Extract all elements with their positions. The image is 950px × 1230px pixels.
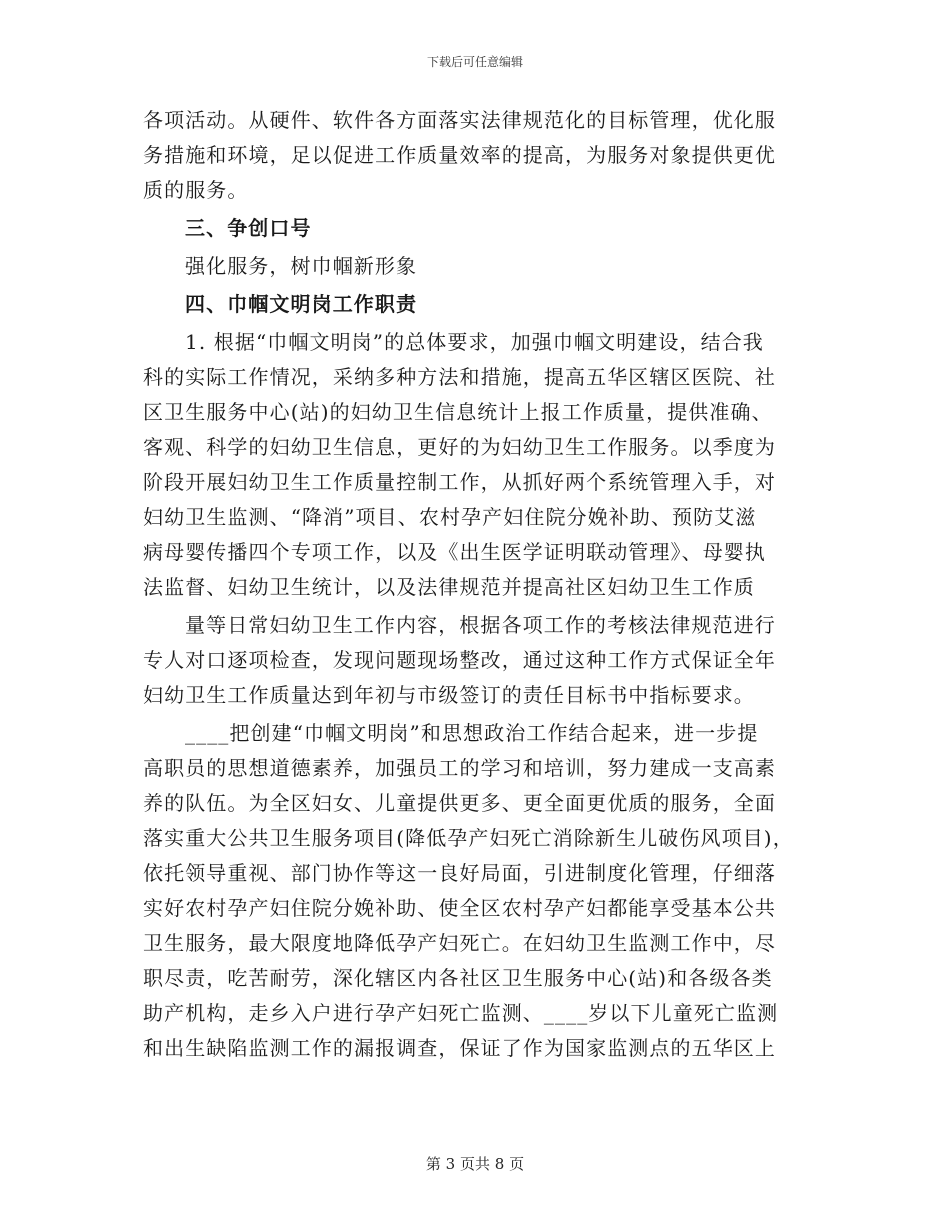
paragraph-line: 客观、科学的妇幼卫生信息，更好的为妇幼卫生工作服务。以季度为	[143, 435, 776, 459]
paragraph-line: 法监督、妇幼卫生统计，以及法律规范并提高社区妇幼卫生工作质	[143, 575, 755, 599]
page-number: 第 3 页共 8 页	[425, 1155, 525, 1173]
paragraph-line: ____把创建“巾帼文明岗”和思想政治工作结合起来，进一步提	[185, 721, 759, 745]
section-heading-3: 三、争创口号	[185, 216, 312, 240]
paragraph-line: 量等日常妇幼卫生工作内容，根据各项工作的考核法律规范进行	[185, 613, 776, 637]
paragraph-line: 1. 根据“巾帼文明岗”的总体要求，加强巾帼文明建设，结合我	[185, 330, 764, 354]
paragraph-line: 质的服务。	[143, 178, 249, 202]
paragraph-line: 落实重大公共卫生服务项目(降低孕产妇死亡消除新生儿破伤风项目)，	[143, 826, 794, 850]
paragraph-line: 助产机构，走乡入户进行孕产妇死亡监测、____岁以下儿童死亡监测	[143, 1001, 779, 1025]
paragraph-line: 区卫生服务中心(站)的妇幼卫生信息统计上报工作质量，提供准确、	[143, 400, 773, 424]
paragraph-line: 依托领导重视、部门协作等这一良好局面，引进制度化管理，仔细落	[143, 861, 776, 885]
paragraph-line: 职尽责，吃苦耐劳，深化辖区内各社区卫生服务中心(站)和各级各类	[143, 966, 773, 990]
paragraph-line: 实好农村孕产妇住院分娩补助、使全区农村孕产妇都能享受基本公共	[143, 896, 776, 920]
paragraph-line: 科的实际工作情况，采纳多种方法和措施，提高五华区辖区医院、社	[143, 365, 776, 389]
section-heading-4: 四、巾帼文明岗工作职责	[185, 292, 418, 316]
paragraph-line: 务措施和环境，足以促进工作质量效率的提高，为服务对象提供更优	[143, 143, 776, 167]
page-header-note: 下载后可任意编辑	[426, 55, 523, 69]
slogan-text: 强化服务，树巾帼新形象	[185, 254, 418, 278]
paragraph-line: 阶段开展妇幼卫生工作质量控制工作，从抓好两个系统管理入手，对	[143, 470, 776, 494]
paragraph-line: 高职员的思想道德素养，加强员工的学习和培训，努力建成一支高素	[143, 756, 776, 780]
paragraph-line: 和出生缺陷监测工作的漏报调查，保证了作为国家监测点的五华区上	[143, 1036, 776, 1060]
paragraph-line: 各项活动。从硬件、软件各方面落实法律规范化的目标管理，优化服	[143, 108, 776, 132]
paragraph-line: 养的队伍。为全区妇女、儿童提供更多、更全面更优质的服务，全面	[143, 791, 776, 815]
paragraph-line: 病母婴传播四个专项工作，以及《出生医学证明联动管理》、母婴执	[143, 540, 766, 564]
paragraph-line: 卫生服务，最大限度地降低孕产妇死亡。在妇幼卫生监测工作中，尽	[143, 931, 776, 955]
document-body	[143, 103, 803, 1066]
paragraph-line: 妇幼卫生工作质量达到年初与市级签订的责任目标书中指标要求。	[143, 683, 755, 707]
paragraph-line: 专人对口逐项检查，发现问题现场整改，通过这种工作方式保证全年	[143, 648, 776, 672]
paragraph-line: 妇幼卫生监测、“降消”项目、农村孕产妇住院分娩补助、预防艾滋	[143, 505, 757, 529]
